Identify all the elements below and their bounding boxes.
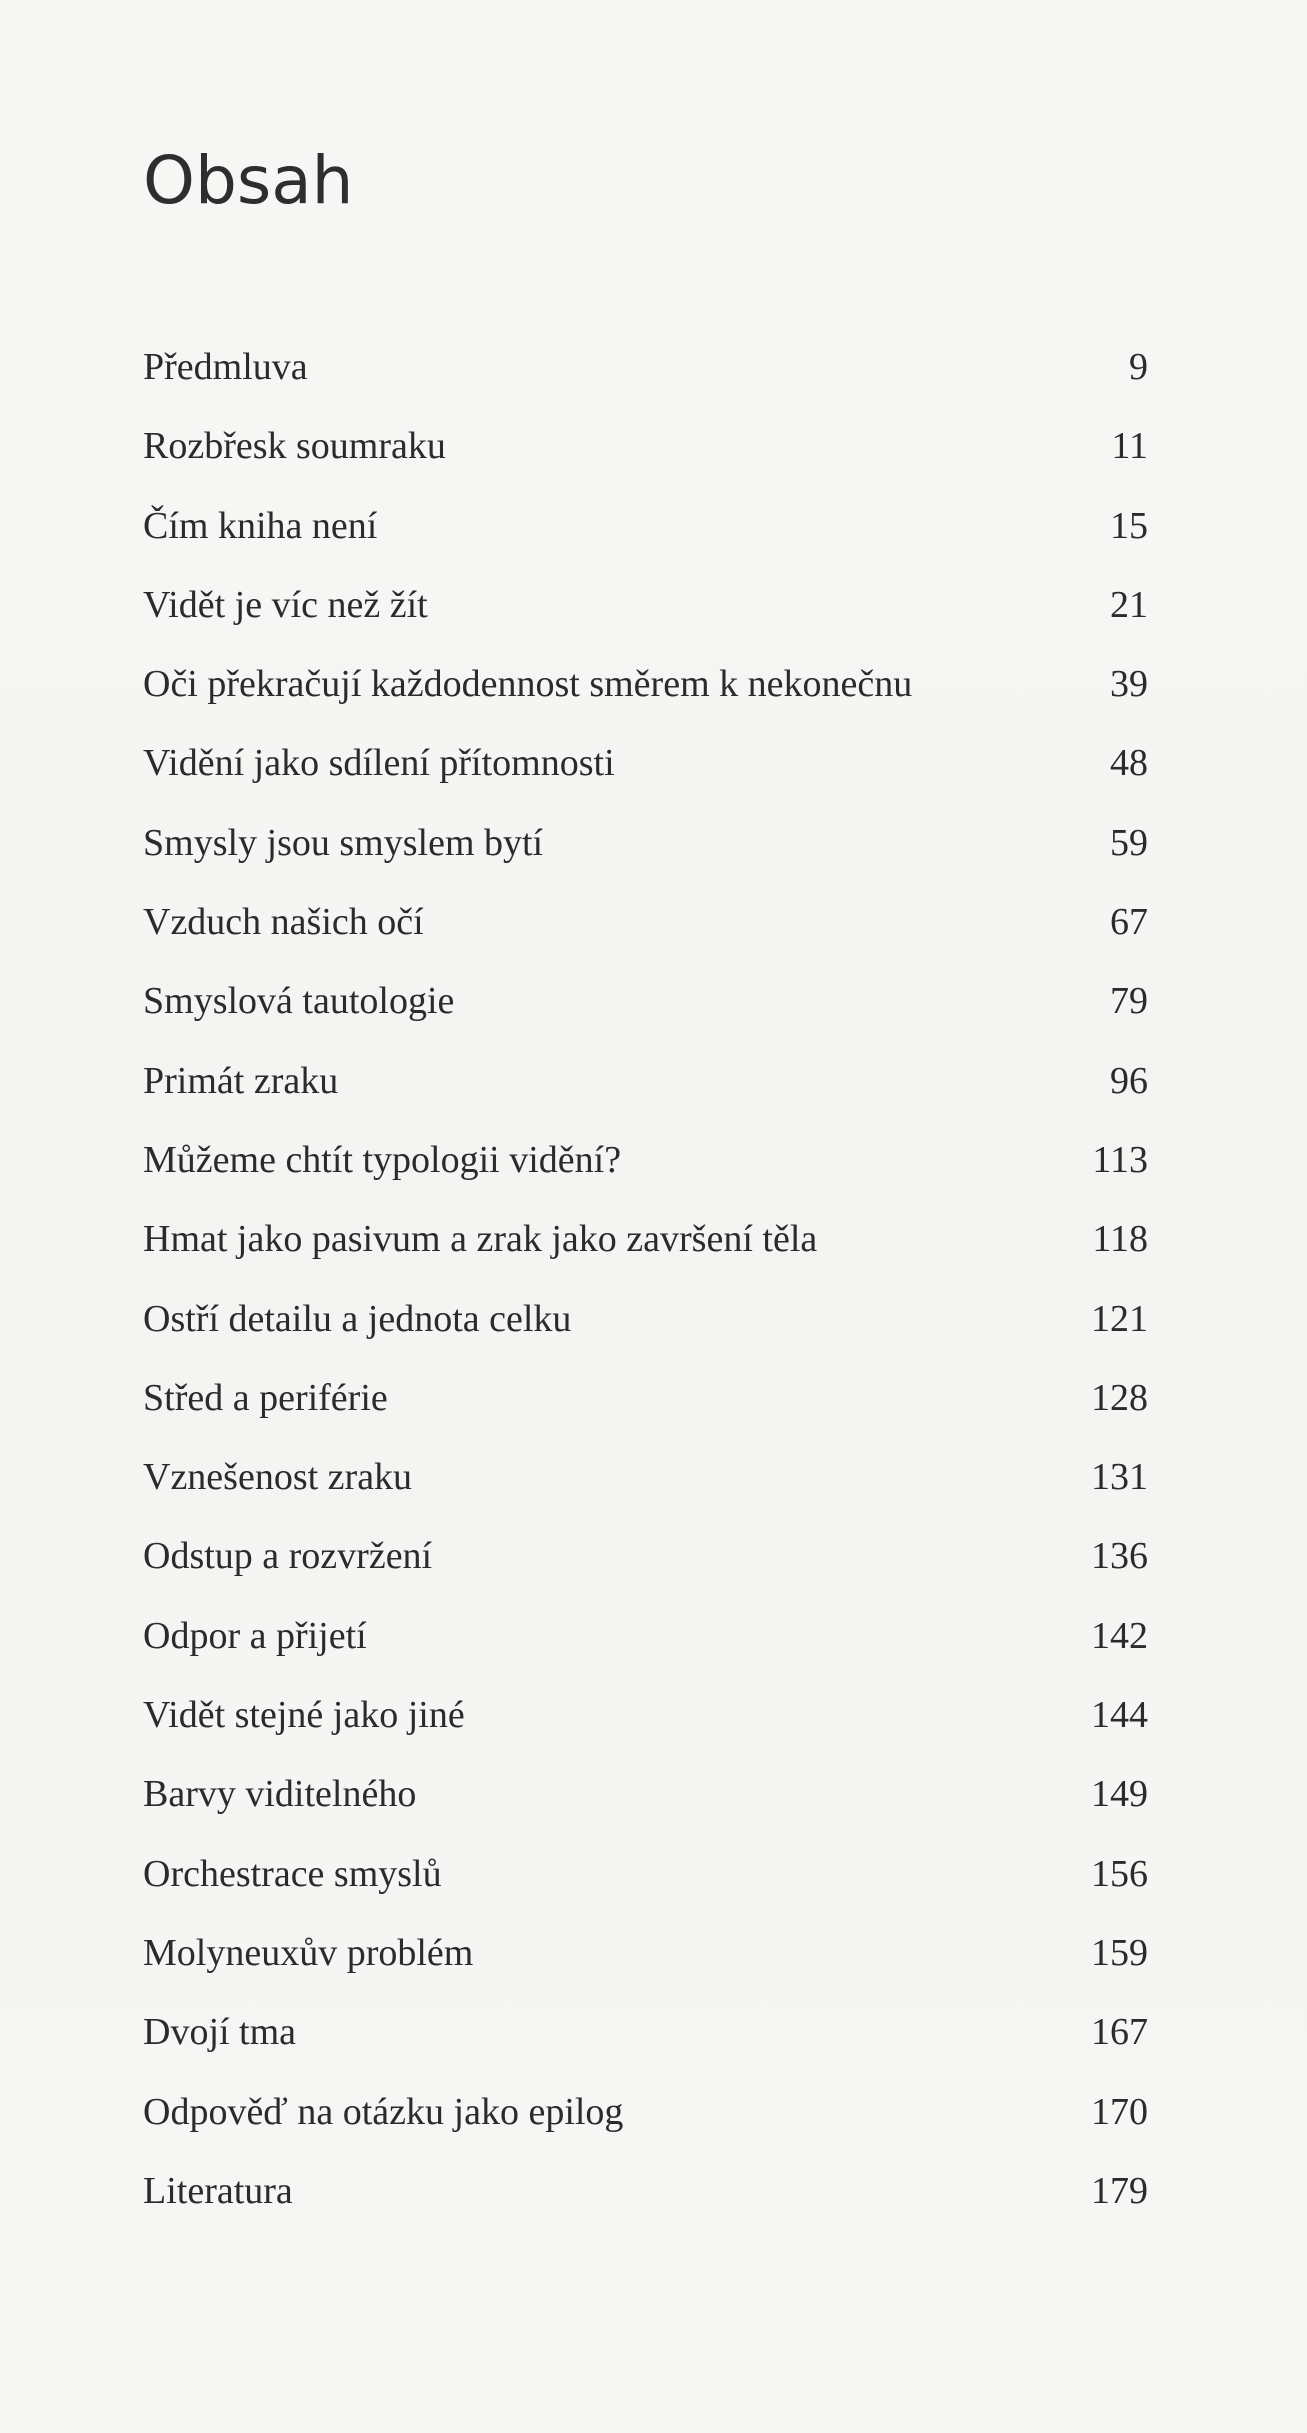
- toc-entry: [143, 1292, 1148, 1371]
- toc-entry-title: Vzduch našich očí: [143, 901, 424, 944]
- toc-entry-title: Molyneuxův problém: [143, 1931, 474, 1974]
- toc-entry-page-number: 149: [1091, 1773, 1148, 1816]
- toc-entry-title: Vidět stejné jako jiné: [143, 1694, 465, 1737]
- toc-entry-title: Můžeme chtít typologii vidění?: [143, 1138, 622, 1181]
- toc-entry-title: Odpor a přijetí: [143, 1614, 367, 1657]
- toc-entry-page-number: 67: [1110, 901, 1148, 944]
- toc-entry-title: Čím kniha není: [143, 504, 378, 547]
- toc-entry-page-number: 121: [1091, 1297, 1148, 1340]
- toc-entry-page-number: 118: [1092, 1218, 1148, 1261]
- toc-entry-page-number: 144: [1091, 1694, 1148, 1737]
- toc-entry-page-number: 170: [1091, 2090, 1148, 2133]
- toc-entry-page-number: 11: [1111, 425, 1148, 468]
- toc-entry: [143, 1767, 1148, 1846]
- toc-entry-title: Orchestrace smyslů: [143, 1852, 442, 1895]
- toc-entry-page-number: 159: [1091, 1931, 1148, 1974]
- toc-entry: [143, 1133, 1148, 1212]
- toc-entry: [143, 1054, 1148, 1133]
- toc-entry-page-number: 21: [1110, 583, 1148, 626]
- toc-entry-page-number: 39: [1110, 663, 1148, 706]
- toc-entry: [143, 578, 1148, 657]
- toc-entry-title: Dvojí tma: [143, 2011, 297, 2054]
- toc-entry: [143, 2164, 1148, 2243]
- page-title: Obsah: [143, 142, 354, 219]
- toc-entry: [143, 974, 1148, 1053]
- toc-entry-page-number: 15: [1110, 504, 1148, 547]
- toc-entry-page-number: 156: [1091, 1852, 1148, 1895]
- toc-entry: [143, 657, 1148, 736]
- toc-entry-title: Hmat jako pasivum a zrak jako završení těla: [143, 1218, 818, 1261]
- toc-entry: [143, 340, 1148, 419]
- toc-entry: [143, 1847, 1148, 1926]
- toc-entry-title: Vidět je víc než žít: [143, 583, 428, 626]
- toc-entry-title: Ostří detailu a jednota celku: [143, 1297, 572, 1340]
- toc-entry: [143, 816, 1148, 895]
- toc-entry-page-number: 59: [1110, 821, 1148, 864]
- toc-entry: [143, 1609, 1148, 1688]
- toc-entry-title: Rozbřesk soumraku: [143, 425, 446, 468]
- toc-entry-page-number: 128: [1091, 1376, 1148, 1419]
- toc-entry-title: Oči překračují každodennost směrem k nekonečnu: [143, 663, 913, 706]
- toc-entry-page-number: 167: [1091, 2011, 1148, 2054]
- toc-entry-page-number: 79: [1110, 980, 1148, 1023]
- toc-entry-page-number: 9: [1129, 346, 1148, 388]
- toc-entry: [143, 2005, 1148, 2084]
- toc-entry-title: Primát zraku: [143, 1059, 339, 1102]
- toc-entry: [143, 1371, 1148, 1450]
- toc-entry: [143, 419, 1148, 498]
- toc-entry-title: Odpověď na otázku jako epilog: [143, 2090, 624, 2133]
- toc-entry-page-number: 96: [1110, 1059, 1148, 1102]
- toc-entry: [143, 2085, 1148, 2164]
- toc-entry: [143, 499, 1148, 578]
- toc-entry-page-number: 179: [1091, 2169, 1148, 2212]
- table-of-contents: [143, 340, 1148, 2243]
- toc-entry-title: Smysly jsou smyslem bytí: [143, 821, 544, 864]
- toc-entry-title: Předmluva: [143, 346, 308, 388]
- toc-entry: [143, 1688, 1148, 1767]
- toc-entry: [143, 895, 1148, 974]
- toc-entry-page-number: 113: [1092, 1138, 1148, 1181]
- toc-entry: [143, 1926, 1148, 2005]
- toc-entry: [143, 1529, 1148, 1608]
- toc-entry: [143, 736, 1148, 815]
- toc-entry-title: Vidění jako sdílení přítomnosti: [143, 742, 615, 785]
- toc-entry-page-number: 48: [1110, 742, 1148, 785]
- toc-entry-title: Odstup a rozvržení: [143, 1535, 433, 1578]
- toc-entry-title: Smyslová tautologie: [143, 980, 455, 1023]
- toc-entry: [143, 1450, 1148, 1529]
- toc-entry-page-number: 136: [1091, 1535, 1148, 1578]
- toc-entry: [143, 1212, 1148, 1291]
- toc-entry-title: Barvy viditelného: [143, 1773, 417, 1816]
- toc-entry-title: Literatura: [143, 2169, 293, 2212]
- toc-entry-title: Vznešenost zraku: [143, 1456, 413, 1499]
- toc-entry-page-number: 142: [1091, 1614, 1148, 1657]
- toc-entry-page-number: 131: [1091, 1456, 1148, 1499]
- toc-entry-title: Střed a periférie: [143, 1376, 388, 1419]
